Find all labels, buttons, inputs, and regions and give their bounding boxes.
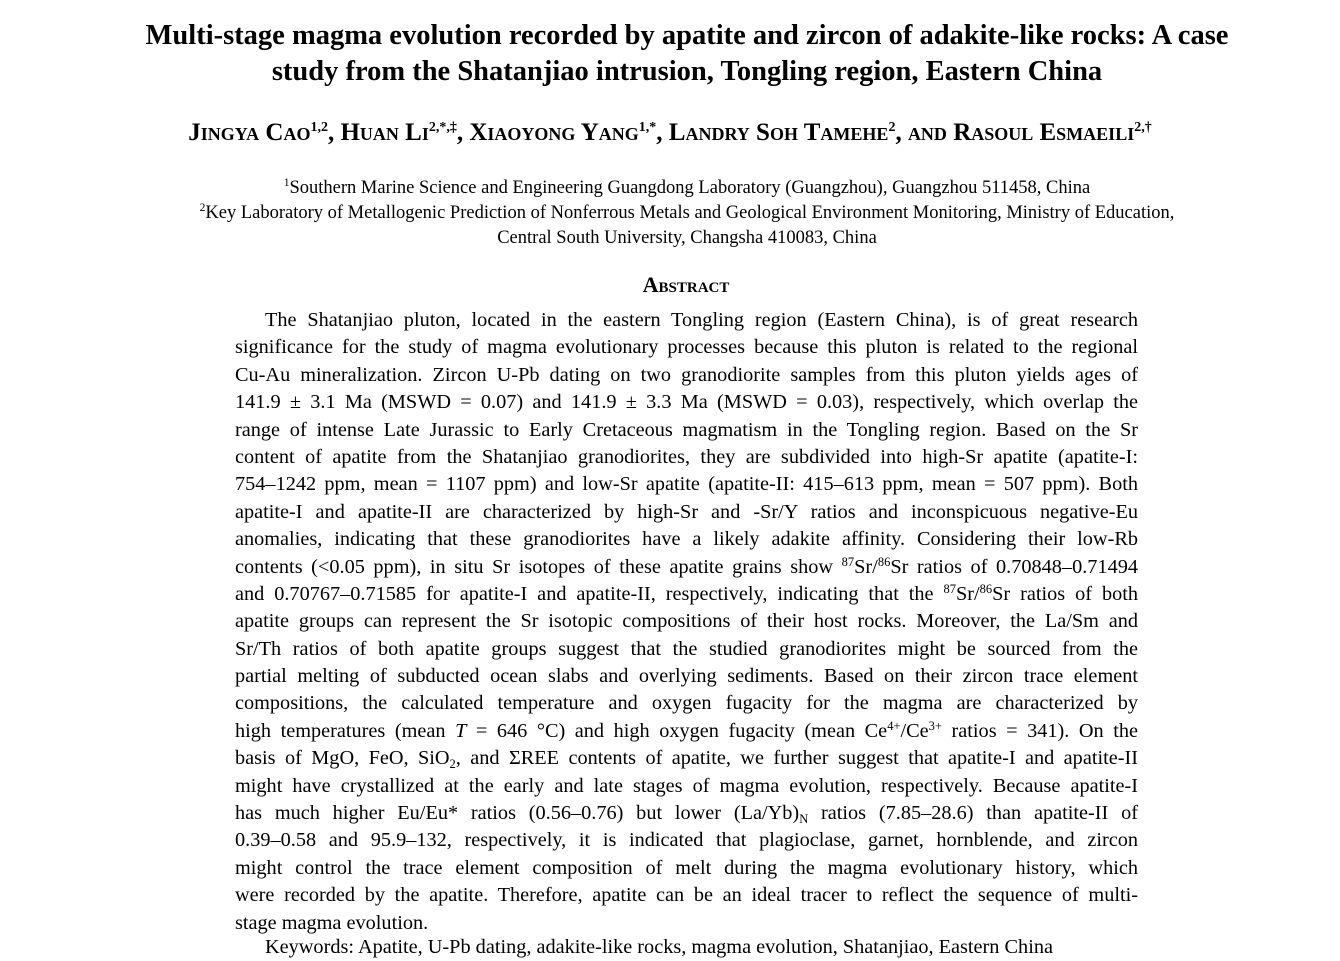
subscript: N — [799, 812, 809, 827]
author-name: Rasoul Esmaeili — [953, 119, 1135, 146]
italic-variable: T — [455, 719, 467, 742]
author-separator: , — [327, 119, 341, 146]
author-affiliation-marks: 2,*,‡ — [428, 120, 457, 135]
affiliation-2-continued: Central South University, Changsha 410083, China — [497, 228, 877, 248]
cut-off-keywords-line: Keywords: Apatite, U-Pb dating, adakite-like rocks, magma evolution, Shatanjiao, Eastern China — [265, 936, 1053, 958]
abstract-line: 141.9 ± 3.1 Ma (MSWD = 0.07) and 141.9 ± 3.3 Ma (MSWD = 0.03), respectively, which overlap the — [235, 391, 1138, 414]
affiliation-2 — [40, 201, 1334, 226]
text-run: Sr/ — [955, 582, 980, 605]
author-name: Jingya Cao — [188, 119, 311, 146]
abstract-line: anomalies, indicating that these granodiorites have a likely adakite affinity. Considering their low-Rb — [235, 528, 1138, 551]
text-run: , and ΣREE contents of apatite, we further suggest that apatite-I and apatite-II — [455, 747, 1138, 770]
abstract-line: might have crystallized at the early and late stages of magma evolution, respectively. Because apatite-I — [235, 774, 1138, 797]
superscript: 3+ — [928, 718, 942, 733]
text-run: ratios (7.85–28.6) than apatite-II of — [808, 802, 1138, 825]
affiliation-text: Southern Marine Science and Engineering Guangdong Laboratory (Guangzhou), Guangzhou 511458, China — [289, 178, 1091, 198]
abstract-line: stage magma evolution. — [235, 911, 429, 934]
author-name: Huan Li — [340, 119, 429, 146]
text-run: ratios = 341). On the — [941, 719, 1138, 742]
affiliation-mark: 2 — [199, 202, 206, 214]
author-separator: , — [656, 119, 669, 146]
abstract-line: 754–1242 ppm, mean = 1107 ppm) and low-Sr apatite (apatite-II: 415–613 ppm, mean = 507 ppm). Both — [235, 473, 1138, 496]
text-run: Sr ratios of both — [992, 582, 1138, 605]
author-affiliation-marks: 2 — [888, 120, 896, 135]
abstract-line: 0.39–0.58 and 95.9–132, respectively, it is indicated that plagioclase, garnet, hornblende, and zircon — [235, 829, 1138, 852]
title-line-2: study from the Shatanjiao intrusion, Tongling region, Eastern China — [271, 56, 1103, 87]
author-name: Landry Soh Tamehe — [668, 119, 889, 146]
superscript: 86 — [979, 581, 993, 596]
text-run: = 646 °C) and high oxygen fugacity (mean Ce — [466, 719, 888, 742]
abstract-line: content of apatite from the Shatanjiao granodiorites, they are subdivided into high-Sr apatite (apatite-I: — [235, 445, 1138, 468]
superscript: 86 — [877, 554, 891, 569]
abstract-line: were recorded by the apatite. Therefore, apatite can be an ideal tracer to reflect the sequence of multi- — [235, 884, 1138, 907]
text-run: /Ce — [900, 719, 929, 742]
author-separator: , and — [895, 119, 954, 146]
author-list — [30, 116, 1310, 150]
abstract-line: partial melting of subducted ocean slabs and overlying sediments. Based on their zircon trace element — [235, 665, 1138, 688]
text-run: high temperatures (mean — [235, 719, 456, 742]
author-affiliation-marks: 1,2 — [310, 120, 328, 135]
superscript: 87 — [943, 581, 956, 596]
abstract-line — [235, 718, 1138, 745]
subscript: 2 — [449, 757, 456, 772]
abstract-line — [235, 745, 1138, 772]
title-line-1: Multi-stage magma evolution recorded by apatite and zircon of adakite-like rocks: A case — [145, 20, 1229, 51]
abstract-line: apatite-I and apatite-II are characterized by high-Sr and -Sr/Y ratios and inconspicuous negative-Eu — [235, 500, 1138, 523]
abstract-line: Sr/Th ratios of both apatite groups suggest that the studied granodiorites might be sourced from the — [235, 637, 1138, 660]
abstract-line: compositions, the calculated temperature and oxygen fugacity for the magma are characterized by — [235, 692, 1138, 715]
affiliation-1 — [40, 176, 1334, 201]
text-run: has much higher Eu/Eu* ratios (0.56–0.76) but lower (La/Yb) — [235, 802, 800, 825]
abstract-line: significance for the study of magma evolutionary processes because this pluton is related to the regional — [235, 336, 1138, 359]
affiliation-text: Key Laboratory of Metallogenic Prediction of Nonferrous Metals and Geological Environment Monitoring, Ministry of Education, — [205, 203, 1175, 223]
abstract-line: The Shatanjiao pluton, located in the eastern Tongling region (Eastern China), is of great research — [265, 309, 1138, 331]
abstract-body — [235, 307, 1138, 937]
author-name: Xiaoyong Yang — [469, 119, 639, 146]
abstract-line: range of intense Late Jurassic to Early Cretaceous magmatism in the Tongling region. Based on the Sr — [235, 418, 1138, 441]
text-run: basis of MgO, FeO, SiO — [235, 747, 450, 770]
superscript: 4+ — [887, 718, 901, 733]
abstract-line: Cu-Au mineralization. Zircon U-Pb dating on two granodiorite samples from this pluton yields ages of — [235, 363, 1138, 386]
abstract-heading: Abstract — [642, 272, 730, 297]
text-run: Sr ratios of 0.70848–0.71494 — [890, 555, 1138, 578]
superscript: 87 — [841, 554, 855, 569]
text-run: and 0.70767–0.71585 for apatite-I and apatite-II, respectively, indicating that the — [235, 582, 944, 605]
abstract-line: apatite groups can represent the Sr isotopic compositions of their host rocks. Moreover, the La/Sm and — [235, 610, 1138, 633]
author-separator: , — [456, 119, 470, 146]
abstract-line — [235, 581, 1138, 608]
paper-title — [60, 18, 1314, 90]
abstract-line — [235, 554, 1138, 581]
abstract-line: might control the trace element composition of melt during the magma evolutionary history, which — [235, 856, 1138, 879]
text-run: Sr/ — [854, 555, 878, 578]
affiliation-mark: 1 — [283, 177, 290, 189]
abstract-line — [235, 800, 1138, 827]
text-run: contents (<0.05 ppm), in situ Sr isotopes of these apatite grains show — [235, 555, 842, 578]
author-affiliation-marks: 2,† — [1134, 120, 1152, 135]
author-affiliation-marks: 1,* — [638, 120, 657, 135]
